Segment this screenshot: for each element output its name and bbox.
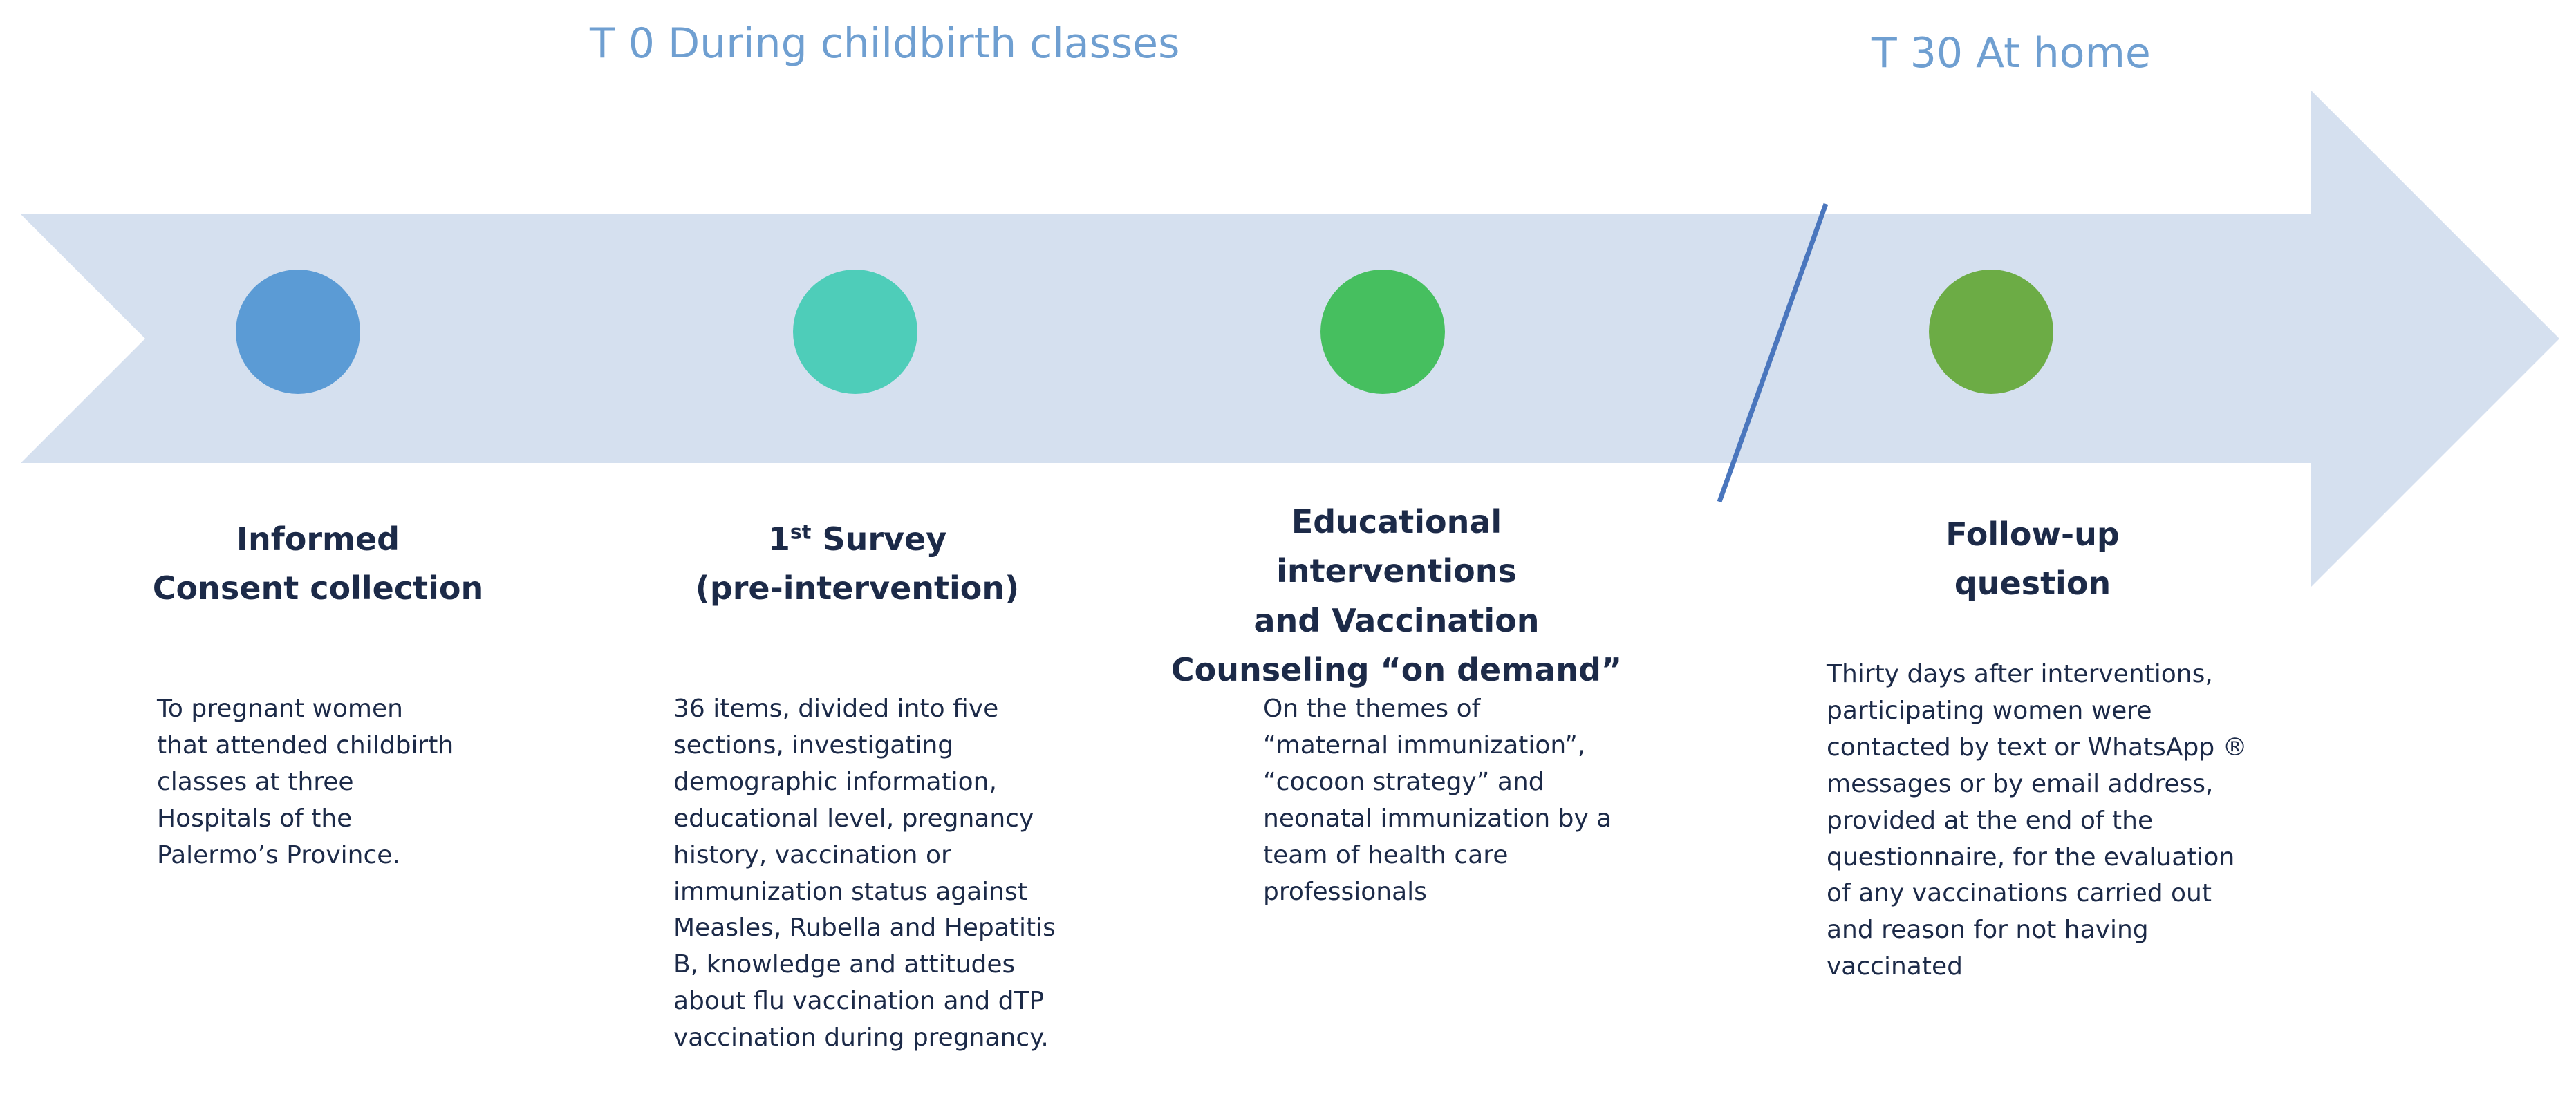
title-line: question	[1954, 565, 2111, 603]
desc-line: of any vaccinations carried out	[1827, 879, 2212, 908]
title-line: (pre-intervention)	[695, 569, 1020, 607]
title-number: 1	[767, 520, 790, 558]
desc-line: and reason for not having	[1827, 916, 2149, 945]
title-line: Counseling “on demand”	[1170, 650, 1623, 688]
desc-line: Palermo’s Province.	[157, 840, 400, 869]
title-line: Consent collection	[152, 569, 484, 607]
desc-line: educational level, pregnancy	[673, 804, 1034, 833]
desc-line: team of health care	[1263, 840, 1509, 869]
desc-line: sections, investigating	[673, 730, 954, 760]
desc-line: about flu vaccination and dTP	[673, 987, 1045, 1016]
step-title-education	[1168, 498, 1625, 695]
desc-line: “cocoon strategy” and	[1263, 767, 1544, 796]
step-desc-survey	[673, 691, 1091, 1057]
desc-line: classes at three	[157, 767, 354, 796]
step-desc-consent	[157, 691, 490, 874]
step-marker-education	[1320, 270, 1445, 394]
step-title-consent	[124, 515, 512, 614]
desc-line: vaccinated	[1827, 952, 1963, 981]
title-superscript: st	[790, 520, 812, 544]
title-word: Survey	[811, 520, 947, 558]
step-title-survey	[664, 515, 1051, 614]
desc-line: On the themes of	[1263, 695, 1481, 723]
phase-label-t30: T 30 At home	[1872, 29, 2151, 77]
desc-line: immunization status against	[673, 877, 1027, 906]
desc-line: participating women were	[1827, 696, 2152, 725]
desc-line: demographic information,	[673, 767, 997, 796]
desc-line: provided at the end of the	[1827, 806, 2154, 835]
desc-line: that attended childbirth	[157, 730, 454, 760]
desc-line: Thirty days after interventions,	[1827, 660, 2213, 688]
desc-line: contacted by text or WhatsApp ®	[1827, 733, 2248, 762]
step-marker-survey	[793, 270, 917, 394]
desc-line: Measles, Rubella and Hepatitis	[673, 914, 1056, 943]
step-desc-followup	[1827, 657, 2284, 986]
step-title-followup	[1867, 510, 2199, 609]
desc-line: neonatal immunization by a	[1263, 804, 1612, 833]
title-line: Educational interventions	[1276, 503, 1517, 590]
desc-line: vaccination during pregnancy.	[673, 1024, 1049, 1053]
desc-line: professionals	[1263, 877, 1427, 906]
step-marker-followup	[1929, 270, 2053, 394]
desc-line: history, vaccination or	[673, 840, 951, 869]
desc-line: B, knowledge and attitudes	[673, 950, 1016, 979]
title-line: Follow-up	[1945, 516, 2120, 553]
title-line: and Vaccination	[1253, 601, 1540, 639]
desc-line: questionnaire, for the evaluation	[1827, 842, 2235, 871]
step-desc-education	[1263, 691, 1636, 910]
step-marker-consent	[236, 270, 360, 394]
desc-line: 36 items, divided into five	[673, 695, 999, 723]
title-line: Informed	[236, 520, 400, 558]
title-line	[664, 515, 1051, 564]
desc-line: “maternal immunization”,	[1263, 730, 1586, 760]
desc-line: To pregnant women	[157, 695, 403, 723]
desc-line: Hospitals of the	[157, 804, 353, 833]
phase-label-t0: T 0 During childbirth classes	[590, 19, 1180, 68]
desc-line: messages or by email address,	[1827, 769, 2214, 798]
